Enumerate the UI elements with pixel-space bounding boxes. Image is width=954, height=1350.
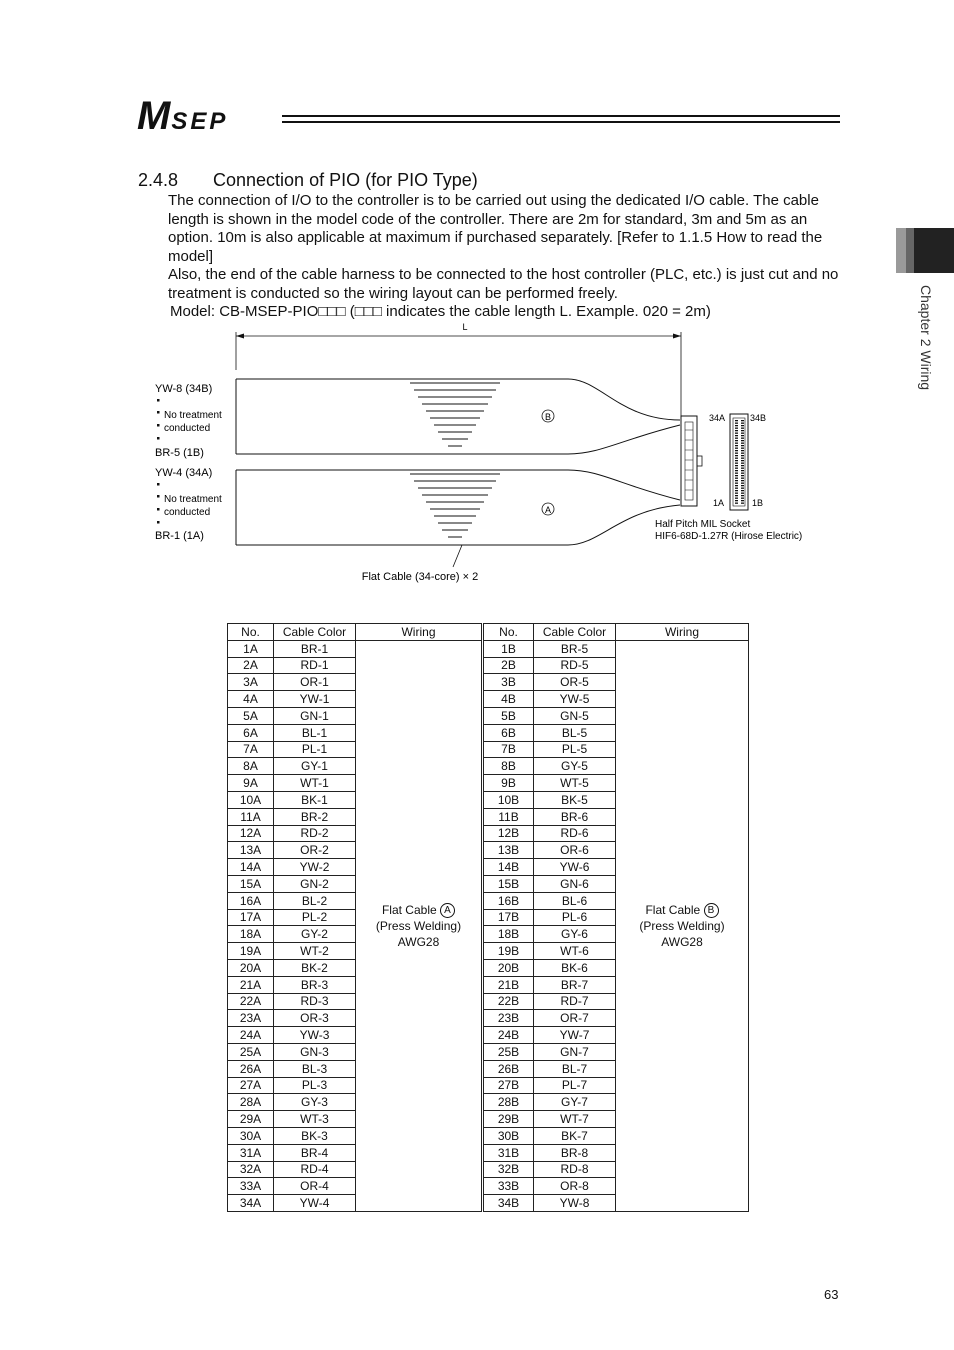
length-label: L [462, 322, 468, 332]
pin-number-cell: 6B [484, 724, 534, 741]
pin-number-cell: 22A [228, 993, 274, 1010]
label-br5: BR-5 (1B) [155, 447, 204, 459]
cable-color-cell: OR-6 [534, 842, 616, 859]
wiring-flat-cable: Flat Cable [381, 902, 437, 917]
connector-pin [741, 435, 744, 436]
no-treatment-bottom-2: conducted [164, 507, 211, 518]
pin-number-cell: 31B [484, 1144, 534, 1161]
connector-pin [741, 450, 744, 451]
pin-number-cell: 9A [228, 775, 274, 792]
pin-number-cell: 4B [484, 691, 534, 708]
cable-color-cell: GN-2 [274, 875, 356, 892]
cable-color-cell: PL-2 [274, 909, 356, 926]
table-b-header [484, 624, 749, 641]
cable-color-cell: YW-4 [274, 1195, 356, 1212]
pin-34b: 34B [750, 413, 767, 423]
pin-number-cell: 25B [484, 1043, 534, 1060]
pin-number-cell: 1B [484, 640, 534, 657]
connector-pin [741, 495, 744, 496]
cable-color-cell: BL-1 [274, 724, 356, 741]
cable-color-cell: RD-6 [534, 825, 616, 842]
cable-color-cell: BK-7 [534, 1127, 616, 1144]
cable-color-cell: GN-6 [534, 875, 616, 892]
pin-number-cell: 13A [228, 842, 274, 859]
label-yw4: YW-4 (34A) [155, 467, 213, 479]
cable-color-cell: BK-5 [534, 791, 616, 808]
header-wiring: Wiring [616, 624, 749, 641]
connector-pin [741, 488, 744, 489]
pin-1a: 1A [713, 498, 725, 508]
pin-number-cell: 12B [484, 825, 534, 842]
cable-color-cell: GY-5 [534, 758, 616, 775]
connector-pin [741, 440, 744, 441]
pin-number-cell: 15B [484, 875, 534, 892]
cable-color-cell: GN-1 [274, 707, 356, 724]
pin-number-cell: 15A [228, 875, 274, 892]
pin-number-cell: 24A [228, 1027, 274, 1044]
pin-number-cell: 16A [228, 892, 274, 909]
connector-pin [735, 430, 738, 431]
cable-color-cell: BR-2 [274, 808, 356, 825]
cable-color-cell: BR-7 [534, 976, 616, 993]
pin-number-cell: 34A [228, 1195, 274, 1212]
label-yw8: YW-8 (34B) [155, 383, 213, 395]
pin-number-cell: 2A [228, 657, 274, 674]
model-line: Model: CB-MSEP-PIO□□□ (□□□ indicates the cable length L. Example. 020 = 2m) [170, 303, 711, 320]
cable-color-cell: BR-1 [274, 640, 356, 657]
cable-color-cell: BL-5 [534, 724, 616, 741]
connector-pin [741, 475, 744, 476]
connector-pin [735, 485, 738, 486]
connector-pin [735, 438, 738, 439]
cable-color-cell: BR-4 [274, 1144, 356, 1161]
pin-number-cell: 19B [484, 943, 534, 960]
cable-color-cell: BL-2 [274, 892, 356, 909]
pin-number-cell: 23B [484, 1010, 534, 1027]
header-cable-color: Cable Color [534, 624, 616, 641]
pin-number-cell: 7A [228, 741, 274, 758]
pin-number-cell: 29B [484, 1111, 534, 1128]
connector-pin [741, 465, 744, 466]
connector-pin [741, 443, 744, 444]
table-a-header [228, 624, 482, 641]
cable-marker: B [704, 903, 719, 918]
pin-number-cell: 27B [484, 1077, 534, 1094]
cable-color-cell: OR-7 [534, 1010, 616, 1027]
section-number: 2.4.8 [138, 170, 179, 190]
pin-number-cell: 17A [228, 909, 274, 926]
pin-number-cell: 28A [228, 1094, 274, 1111]
pin-number-cell: 3B [484, 674, 534, 691]
cable-b-letter: B [544, 412, 552, 422]
pin-number-cell: 10A [228, 791, 274, 808]
pin-number-cell: 11A [228, 808, 274, 825]
cable-color-cell: RD-2 [274, 825, 356, 842]
cable-color-cell: WT-1 [274, 775, 356, 792]
cable-color-cell: BR-8 [534, 1144, 616, 1161]
cable-color-cell: YW-1 [274, 691, 356, 708]
socket-line-2: HIF6-68D-1.27R (Hirose Electric) [655, 531, 803, 542]
connector-pin [735, 445, 738, 446]
connector-pin [735, 495, 738, 496]
pin-number-cell: 10B [484, 791, 534, 808]
cable-color-cell: WT-3 [274, 1111, 356, 1128]
connector-pin [735, 448, 738, 449]
pin-number-cell: 29A [228, 1111, 274, 1128]
cable-color-cell: PL-6 [534, 909, 616, 926]
header-cable-color: Cable Color [274, 624, 356, 641]
connector-pin [741, 423, 744, 424]
pin-number-cell: 14B [484, 859, 534, 876]
pin-number-cell: 11B [484, 808, 534, 825]
wiring-press-welding: (Press Welding) [375, 919, 462, 933]
connector-pin [735, 463, 738, 464]
cable-color-cell: GN-5 [534, 707, 616, 724]
cable-color-cell: YW-8 [534, 1195, 616, 1212]
cable-color-cell: BL-3 [274, 1060, 356, 1077]
no-treatment-bottom-1: No treatment [164, 494, 222, 505]
pin-number-cell: 2B [484, 657, 534, 674]
cable-color-cell: GN-7 [534, 1043, 616, 1060]
connector-pin [735, 490, 738, 491]
pin-number-cell: 13B [484, 842, 534, 859]
wiring-gauge: AWG28 [661, 935, 703, 949]
pin-number-cell: 34B [484, 1195, 534, 1212]
connector-pin [741, 430, 744, 431]
connector-pin [741, 490, 744, 491]
cable-color-cell: WT-2 [274, 943, 356, 960]
connector-pin [735, 440, 738, 441]
connector-pin [741, 478, 744, 479]
connector-pin [741, 458, 744, 459]
cable-color-cell: WT-6 [534, 943, 616, 960]
connector-pin [741, 503, 744, 504]
table-row [228, 640, 482, 657]
flat-cable-label: Flat Cable (34-core) × 2 [361, 571, 479, 583]
pin-number-cell: 8A [228, 758, 274, 775]
cable-color-cell: PL-5 [534, 741, 616, 758]
pin-number-cell: 5A [228, 707, 274, 724]
connector-pin [741, 463, 744, 464]
cable-color-cell: GY-1 [274, 758, 356, 775]
connector-pin [741, 428, 744, 429]
label-br1: BR-1 (1A) [155, 530, 204, 542]
connector-pin [735, 473, 738, 474]
cable-color-cell: OR-3 [274, 1010, 356, 1027]
pin-number-cell: 9B [484, 775, 534, 792]
pin-number-cell: 26A [228, 1060, 274, 1077]
pin-number-cell: 8B [484, 758, 534, 775]
cable-color-cell: BR-3 [274, 976, 356, 993]
connector-pin [735, 453, 738, 454]
connector-pin [735, 503, 738, 504]
pin-34a: 34A [709, 413, 726, 423]
pin-number-cell: 21A [228, 976, 274, 993]
wiring-flat-cable: Flat Cable [645, 902, 701, 917]
cable-color-cell: YW-5 [534, 691, 616, 708]
connector-pin [741, 500, 744, 501]
pin-table-b [483, 623, 749, 1212]
cable-color-cell: BL-6 [534, 892, 616, 909]
msep-logo: MSEP [137, 94, 229, 138]
cable-color-cell: RD-7 [534, 993, 616, 1010]
cable-color-cell: YW-7 [534, 1027, 616, 1044]
connector-pin [741, 470, 744, 471]
pin-number-cell: 16B [484, 892, 534, 909]
connector-pin [741, 420, 744, 421]
connector-pin [741, 455, 744, 456]
wiring-gauge: AWG28 [397, 935, 440, 949]
connector-pin [735, 480, 738, 481]
cable-color-cell: GY-3 [274, 1094, 356, 1111]
connector-pin [735, 468, 738, 469]
connector-pin [741, 498, 744, 499]
connector-pin [735, 425, 738, 426]
no-treatment-top-2: conducted [164, 423, 211, 434]
paragraph-2: Also, the end of the cable harness to be connected to the host controller (PLC, etc.) is just cut and no treatment is conducted so the wiring layout can be performed freely. [168, 266, 839, 302]
paragraph-1: The connection of I/O to the controller is to be carried out using the dedicated I/O cable. The cable length is shown in the model code of the controller. There are 2m for standard, 3m and 5m as an option. 10m is also applicable at maximum if purchased separately. [Refer to 1.1.5 How to read the model] [168, 192, 823, 265]
pin-1b: 1B [752, 498, 764, 508]
pin-number-cell: 19A [228, 943, 274, 960]
connector-pin [735, 493, 738, 494]
cable-color-cell: RD-8 [534, 1161, 616, 1178]
cable-color-cell: BK-1 [274, 791, 356, 808]
pin-number-cell: 7B [484, 741, 534, 758]
pin-number-cell: 25A [228, 1043, 274, 1060]
connector-pin [741, 480, 744, 481]
wiring-cell [616, 640, 749, 1211]
cable-color-cell: RD-3 [274, 993, 356, 1010]
cable-color-cell: BK-6 [534, 959, 616, 976]
cable-color-cell: OR-2 [274, 842, 356, 859]
cable-color-cell: OR-5 [534, 674, 616, 691]
connector-pin [735, 420, 738, 421]
connector-pin [735, 458, 738, 459]
pin-number-cell: 31A [228, 1144, 274, 1161]
pin-number-cell: 30A [228, 1127, 274, 1144]
pin-number-cell: 18A [228, 926, 274, 943]
pin-table-a [227, 623, 482, 1212]
connector-pin [741, 483, 744, 484]
cable-color-cell: GN-3 [274, 1043, 356, 1060]
cable-color-cell: YW-6 [534, 859, 616, 876]
header-wiring: Wiring [356, 624, 482, 641]
pin-number-cell: 6A [228, 724, 274, 741]
pin-number-cell: 28B [484, 1094, 534, 1111]
connector-pin [735, 478, 738, 479]
cable-color-cell: BK-2 [274, 959, 356, 976]
socket-line-1: Half Pitch MIL Socket [655, 519, 751, 530]
pin-number-cell: 17B [484, 909, 534, 926]
section-title: Connection of PIO (for PIO Type) [213, 170, 478, 190]
cable-color-cell: PL-7 [534, 1077, 616, 1094]
cable-color-cell: GY-6 [534, 926, 616, 943]
connector-pin [741, 445, 744, 446]
connector-pin [741, 438, 744, 439]
cable-color-cell: RD-4 [274, 1161, 356, 1178]
pin-number-cell: 5B [484, 707, 534, 724]
connector-pin [735, 433, 738, 434]
cable-color-cell: BK-3 [274, 1127, 356, 1144]
connector-pin [735, 443, 738, 444]
pin-number-cell: 24B [484, 1027, 534, 1044]
pin-number-cell: 32B [484, 1161, 534, 1178]
pin-number-cell: 18B [484, 926, 534, 943]
pin-number-cell: 30B [484, 1127, 534, 1144]
connector-pin [735, 460, 738, 461]
pin-number-cell: 4A [228, 691, 274, 708]
cable-color-cell: PL-1 [274, 741, 356, 758]
connector-pin [741, 493, 744, 494]
cable-color-cell: RD-5 [534, 657, 616, 674]
pin-number-cell: 23A [228, 1010, 274, 1027]
cable-color-cell: PL-3 [274, 1077, 356, 1094]
connector-pin [741, 468, 744, 469]
connector-pin [741, 448, 744, 449]
connector-pin [735, 465, 738, 466]
connector-pin [735, 483, 738, 484]
connector-side [681, 416, 697, 506]
cable-marker: A [440, 903, 455, 918]
cable-color-cell: YW-3 [274, 1027, 356, 1044]
connector-pin [741, 433, 744, 434]
pin-number-cell: 3A [228, 674, 274, 691]
pin-number-cell: 32A [228, 1161, 274, 1178]
cable-color-cell: GY-7 [534, 1094, 616, 1111]
connector-pin [741, 425, 744, 426]
cable-color-cell: OR-8 [534, 1178, 616, 1195]
cable-color-cell: BR-5 [534, 640, 616, 657]
cable-diagram [0, 0, 954, 600]
cable-color-cell: WT-5 [534, 775, 616, 792]
pin-number-cell: 21B [484, 976, 534, 993]
connector-pin [741, 485, 744, 486]
connector-pin [735, 455, 738, 456]
cable-a-letter: A [544, 505, 552, 515]
wiring-press-welding: (Press Welding) [639, 919, 725, 933]
pin-number-cell: 27A [228, 1077, 274, 1094]
connector-pin [735, 450, 738, 451]
chapter-side-label: Chapter 2 Wiring [918, 285, 934, 391]
pin-number-cell: 1A [228, 640, 274, 657]
wiring-cell [356, 640, 482, 1211]
pin-number-cell: 22B [484, 993, 534, 1010]
connector-pin [735, 428, 738, 429]
connector-pin [735, 470, 738, 471]
cable-color-cell: OR-1 [274, 674, 356, 691]
connector-pin [735, 500, 738, 501]
pin-number-cell: 33A [228, 1178, 274, 1195]
connector-pin [735, 488, 738, 489]
pin-number-cell: 12A [228, 825, 274, 842]
connector-pin [741, 460, 744, 461]
cable-color-cell: BL-7 [534, 1060, 616, 1077]
cable-color-cell: OR-4 [274, 1178, 356, 1195]
no-treatment-top-1: No treatment [164, 410, 222, 421]
pin-number-cell: 26B [484, 1060, 534, 1077]
header-no: No. [484, 624, 534, 641]
pin-number-cell: 33B [484, 1178, 534, 1195]
cable-color-cell: YW-2 [274, 859, 356, 876]
connector-pin [741, 473, 744, 474]
connector-pin [741, 453, 744, 454]
header-no: No. [228, 624, 274, 641]
cable-color-cell: WT-7 [534, 1111, 616, 1128]
table-row [484, 640, 749, 657]
pin-number-cell: 20A [228, 959, 274, 976]
cable-color-cell: GY-2 [274, 926, 356, 943]
connector-pin [735, 475, 738, 476]
connector-pin [735, 423, 738, 424]
cable-color-cell: BR-6 [534, 808, 616, 825]
pin-number-cell: 20B [484, 959, 534, 976]
pin-number-cell: 14A [228, 859, 274, 876]
connector-pin [735, 435, 738, 436]
connector-pin [735, 498, 738, 499]
cable-color-cell: RD-1 [274, 657, 356, 674]
page-number: 63 [824, 1287, 839, 1302]
